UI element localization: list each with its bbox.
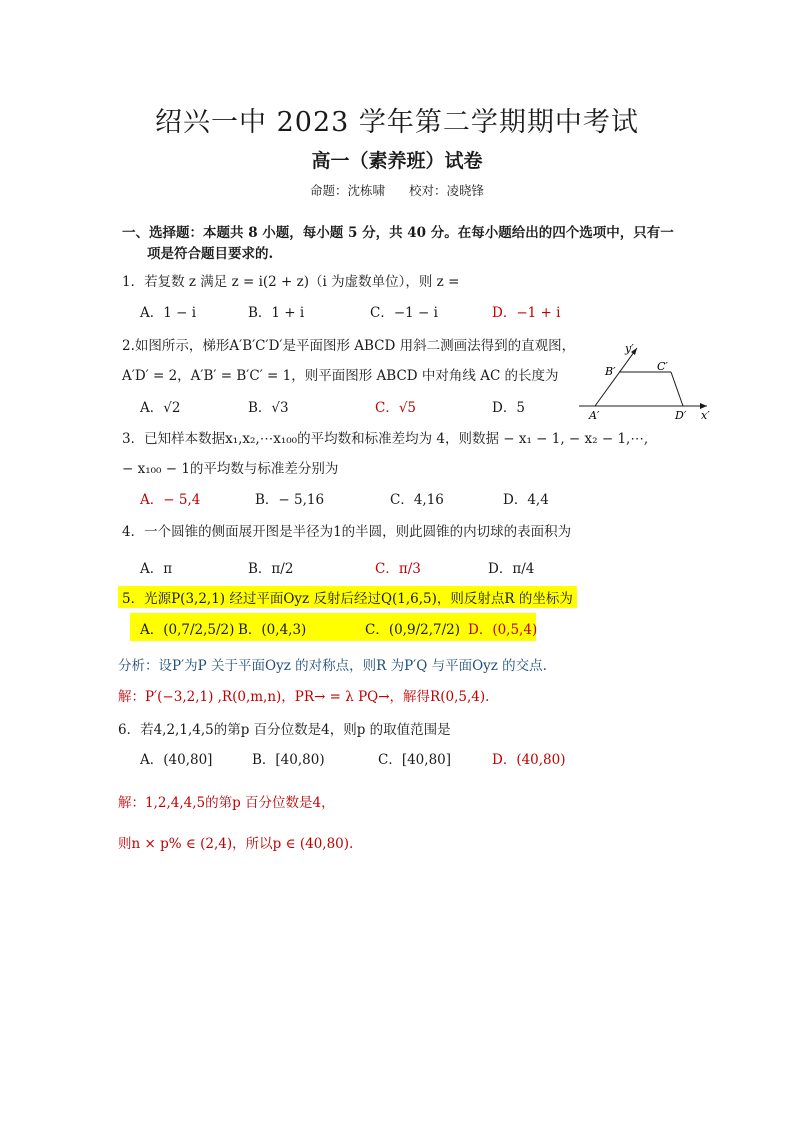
q1-option-a: A．1 − i: [140, 305, 197, 321]
q6-solution-line2: 则n × p% ∈ (2,4)，所以p ∈ (40,80).: [118, 836, 354, 852]
trapezoid-figure: [575, 342, 715, 422]
q2-option-b: B．√3: [248, 400, 289, 416]
label-d: D′: [675, 409, 687, 422]
q6-stem: 6．若4,2,1,4,5的第p 百分位数是4，则p 的取值范围是: [118, 722, 451, 738]
section-heading-line1: 一、选择题：本题共 8 小题，每小题 5 分，共 40 分。在每小题给出的四个选项中，只有一: [122, 225, 674, 241]
q4-stem: 4．一个圆锥的侧面展开图是半径为1的半圆，则此圆锥的内切球的表面积为: [122, 524, 572, 540]
q3-option-a: A．− 5,4: [140, 492, 201, 508]
q3-line2: − x₁₀₀ − 1的平均数与标准差分别为: [122, 461, 339, 477]
q2-line2: A′D′ = 2，A′B′ = B′C′ = 1，则平面图形 ABCD 中对角线 AC 的长度为: [122, 368, 559, 384]
q5-analysis: 分析：设P′为P 关于平面Oyz 的对称点，则R 为P′Q 与平面Oyz 的交点.: [118, 658, 547, 674]
q3-option-d: D．4,4: [503, 492, 549, 508]
q5-stem: 5．光源P(3,2,1) 经过平面Oyz 反射后经过Q(1,6,5)，则反射点R 的坐标为: [118, 586, 577, 608]
q5-option-a: A．(0,7/2,5/2): [140, 622, 235, 638]
q2-option-c: C．√5: [375, 400, 417, 416]
trapezoid-right-edge: [671, 372, 683, 406]
q5-solution: 解：P′(−3,2,1) ,R(0,m,n)，PR→ = λ PQ→，解得R(0,5,4).: [118, 689, 490, 705]
label-a: A′: [589, 409, 600, 422]
q4-option-a: A．π: [140, 561, 173, 577]
q6-option-c: C．[40,80]: [378, 752, 452, 768]
label-c: C′: [657, 360, 668, 373]
q5-option-c: C．(0,9/2,7/2): [365, 622, 460, 638]
q2-option-d: D．5: [492, 400, 525, 416]
q3-option-c: C．4,16: [390, 492, 444, 508]
q5-option-d: D．(0,5,4): [468, 622, 538, 638]
q6-option-b: B．[40,80): [252, 752, 325, 768]
label-y: y′: [625, 342, 634, 355]
q1-option-b: B．1 + i: [248, 305, 305, 321]
q3-option-b: B．− 5,16: [255, 492, 325, 508]
label-x: x′: [701, 409, 710, 422]
reviewer: 校对：凌晓锋: [408, 183, 484, 198]
q2-option-a: A．√2: [140, 400, 181, 416]
q6-option-d: D．(40,80): [492, 752, 566, 768]
q3-line1: 3．已知样本数据x₁,x₂,⋯x₁₀₀的平均数和标准差均为 4，则数据 − x₁ − 1, − x₂ − 1,⋯,: [122, 431, 649, 447]
section-heading-line2: 项是符合题目要求的.: [147, 246, 274, 262]
q4-option-b: B．π/2: [248, 561, 294, 577]
q4-option-c: C．π/3: [375, 561, 421, 577]
q5-option-b: B．(0,4,3): [238, 622, 307, 638]
q2-line1: 2.如图所示，梯形A′B′C′D′是平面图形 ABCD 用斜二测画法得到的直观图，: [122, 338, 576, 354]
exam-title: 绍兴一中 2023 学年第二学期期中考试: [155, 107, 639, 138]
author-line: [0, 181, 794, 199]
y-axis: [595, 348, 637, 406]
q6-solution-line1: 解：1,2,4,4,5的第p 百分位数是4，: [118, 795, 335, 811]
author: 命题：沈栋啸: [309, 183, 385, 198]
q1-option-d: D．−1 + i: [492, 305, 561, 321]
label-b: B′: [605, 365, 616, 378]
q6-option-a: A．(40,80]: [140, 752, 213, 768]
q4-option-d: D．π/4: [488, 561, 535, 577]
q1-option-c: C．−1 − i: [370, 305, 438, 321]
exam-subtitle: 高一（素养班）试卷: [311, 150, 483, 172]
q1-stem: 1．若复数 z 满足 z = i(2 + z)（i 为虚数单位），则 z =: [122, 274, 460, 290]
